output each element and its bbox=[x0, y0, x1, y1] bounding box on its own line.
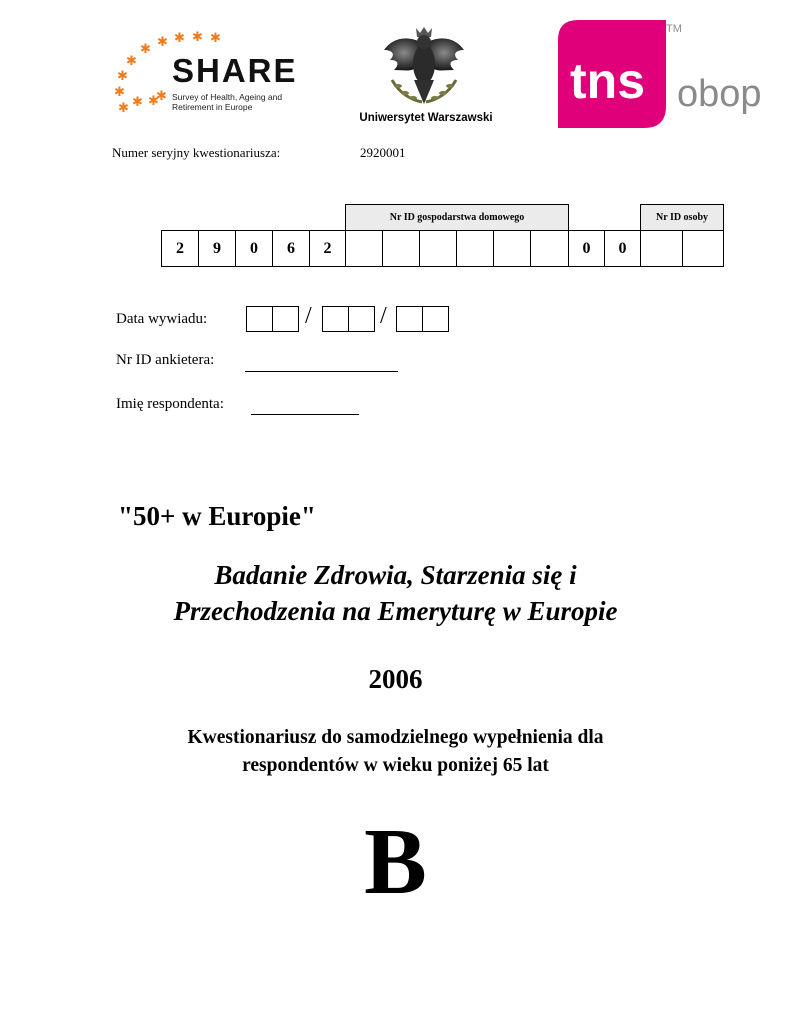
serial-number-value: 2920001 bbox=[360, 145, 406, 160]
id-number-table bbox=[161, 204, 724, 268]
share-wordmark: SHARE bbox=[172, 52, 298, 89]
subtitle-line-2: Przechodzenia na Emeryturę w Europie bbox=[173, 596, 618, 626]
svg-text:✱: ✱ bbox=[126, 54, 137, 69]
date-day-box-1[interactable] bbox=[246, 306, 273, 332]
svg-text:✱: ✱ bbox=[140, 42, 151, 57]
date-year-box-2[interactable] bbox=[422, 306, 449, 332]
trademark-mark: TM bbox=[666, 23, 682, 35]
study-subtitle bbox=[0, 557, 791, 629]
questionnaire-description bbox=[0, 724, 791, 780]
description-line-1: Kwestionariusz do samodzielnego wypełnienia dla bbox=[187, 727, 604, 748]
description-line-2: respondentów w wieku poniżej 65 lat bbox=[242, 755, 549, 776]
questionnaire-version-letter: B bbox=[364, 810, 427, 914]
interview-date-label: Data wywiadu: bbox=[116, 311, 208, 327]
id-digit-cell: 2 bbox=[309, 230, 346, 267]
household-id-header: Nr ID gospodarstwa domowego bbox=[345, 204, 569, 230]
id-digit-cell[interactable] bbox=[640, 230, 683, 267]
svg-text:✱: ✱ bbox=[117, 69, 128, 84]
date-month-box-2[interactable] bbox=[348, 306, 375, 332]
interviewer-id-field[interactable] bbox=[245, 356, 398, 372]
id-digit-cell[interactable] bbox=[493, 230, 531, 267]
serial-number-label: Numer seryjny kwestionariusza: bbox=[112, 145, 281, 160]
subtitle-line-1: Badanie Zdrowia, Starzenia się i bbox=[214, 560, 577, 590]
date-day-box-2[interactable] bbox=[272, 306, 299, 332]
id-digit-cell[interactable] bbox=[382, 230, 420, 267]
obop-word: obop bbox=[677, 73, 762, 115]
svg-text:✱: ✱ bbox=[157, 35, 168, 50]
svg-text:✱: ✱ bbox=[148, 94, 159, 109]
id-digit-cell[interactable] bbox=[682, 230, 724, 267]
id-digit-cell: 2 bbox=[161, 230, 199, 267]
eagle-emblem-icon bbox=[378, 24, 470, 110]
study-year: 2006 bbox=[368, 664, 423, 694]
interviewer-id-label: Nr ID ankietera: bbox=[116, 352, 215, 368]
date-separator: / bbox=[380, 303, 387, 329]
svg-text:✱: ✱ bbox=[118, 101, 129, 116]
share-tagline: Survey of Health, Ageing and Retirement in Europe bbox=[172, 92, 283, 112]
respondent-name-field[interactable] bbox=[251, 399, 359, 415]
date-year-box-1[interactable] bbox=[396, 306, 423, 332]
id-digit-cell: 6 bbox=[272, 230, 310, 267]
date-separator: / bbox=[305, 303, 312, 329]
id-digit-cell[interactable] bbox=[345, 230, 383, 267]
id-digit-cell: 0 bbox=[568, 230, 605, 267]
id-digit-cell: 9 bbox=[198, 230, 236, 267]
id-digit-cell[interactable] bbox=[419, 230, 457, 267]
svg-text:✱: ✱ bbox=[156, 89, 167, 104]
person-id-header: Nr ID osoby bbox=[640, 204, 724, 230]
svg-text:✱: ✱ bbox=[210, 31, 221, 46]
id-digit-cell: 0 bbox=[604, 230, 641, 267]
svg-text:✱: ✱ bbox=[132, 95, 143, 110]
tns-word: tns bbox=[570, 53, 645, 109]
id-digit-cell[interactable] bbox=[456, 230, 494, 267]
svg-text:✱: ✱ bbox=[174, 31, 185, 46]
id-digit-cell: 0 bbox=[235, 230, 273, 267]
svg-text:✱: ✱ bbox=[192, 30, 203, 45]
id-digit-cell[interactable] bbox=[530, 230, 569, 267]
tns-obop-logo bbox=[556, 18, 762, 130]
svg-text:✱: ✱ bbox=[114, 85, 125, 100]
university-name: Uniwersytet Warszawski bbox=[359, 112, 493, 124]
respondent-name-label: Imię respondenta: bbox=[116, 396, 224, 412]
study-title: "50+ w Europie" bbox=[118, 501, 316, 531]
date-month-box-1[interactable] bbox=[322, 306, 349, 332]
